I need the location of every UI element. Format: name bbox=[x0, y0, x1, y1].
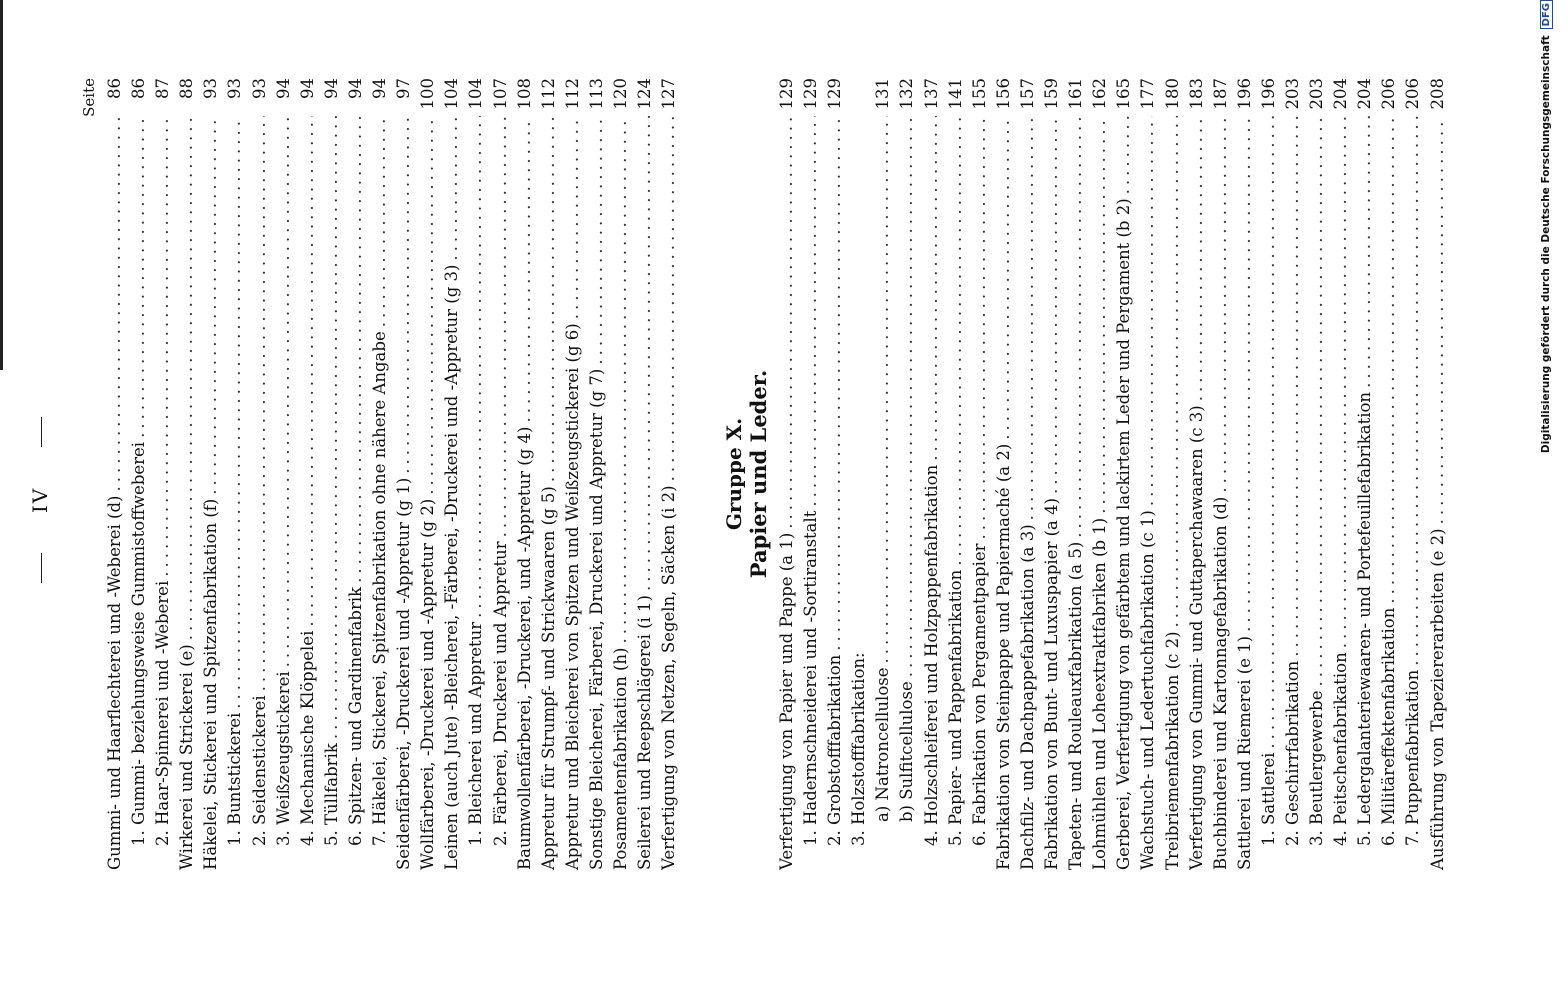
toc-leader-dots bbox=[1016, 116, 1040, 520]
toc-leader-dots bbox=[199, 116, 223, 495]
toc-entry-label: 1. Sattlerei bbox=[1258, 752, 1278, 846]
toc-entry-page: 137 bbox=[921, 78, 941, 110]
toc-entry-label: Fabrikation von Steinpappe und Papiermaché (a 2) bbox=[993, 443, 1013, 870]
toc-entry-page: 112 bbox=[562, 78, 582, 110]
toc-entry bbox=[489, 78, 513, 870]
header-dash-right bbox=[41, 417, 42, 447]
toc-entry bbox=[992, 78, 1016, 870]
toc-entry-page: 94 bbox=[370, 78, 390, 99]
toc-leader-dots bbox=[1209, 116, 1233, 493]
toc-entry-label: 1. Bleicherei und Appretur bbox=[466, 621, 486, 846]
toc-entry-label: a) Natroncellulose bbox=[873, 667, 893, 822]
toc-entry bbox=[440, 78, 464, 870]
toc-leader-dots bbox=[1281, 116, 1305, 657]
toc-entry bbox=[657, 78, 681, 870]
toc-entry-label: 4. Holzschleiferei und Holzpappenfabrikation bbox=[921, 464, 941, 846]
toc-entry-page: 204 bbox=[1355, 78, 1375, 110]
toc-entry-page: 180 bbox=[1162, 78, 1182, 110]
toc-entry bbox=[1040, 78, 1064, 870]
toc-leader-dots bbox=[1233, 116, 1257, 632]
toc-entry-page: 206 bbox=[1379, 78, 1399, 110]
toc-entry bbox=[416, 78, 440, 870]
toc-leader-dots bbox=[823, 116, 847, 651]
toc-entry bbox=[1209, 78, 1233, 870]
toc-leader-dots bbox=[127, 116, 151, 438]
toc-entry bbox=[392, 78, 416, 870]
toc-entry-page: 196 bbox=[1234, 78, 1254, 110]
toc-leader-dots bbox=[1353, 116, 1377, 388]
toc-leader-dots bbox=[1257, 116, 1281, 749]
toc-entry-page: 156 bbox=[993, 78, 1013, 110]
toc-entry-label: 4. Mechanische Klöppelei bbox=[297, 630, 317, 846]
toc-entry bbox=[103, 78, 127, 870]
toc-entry-page: 107 bbox=[490, 78, 510, 110]
toc-leader-dots bbox=[1064, 116, 1088, 538]
toc-entry-page: 88 bbox=[177, 78, 197, 99]
toc-leader-dots bbox=[175, 116, 199, 640]
toc-entry bbox=[1016, 78, 1040, 870]
toc-entry-page: 94 bbox=[345, 78, 365, 99]
toc-leader-dots bbox=[272, 116, 296, 667]
toc-entry bbox=[1329, 78, 1353, 870]
toc-entry-label: Seilerei und Reepschlägerei (i 1) bbox=[635, 595, 655, 870]
toc-entry-label: 3. Beutlergewerbe bbox=[1307, 690, 1327, 846]
toc-entry-label: Posamentenfabrikation (h) bbox=[610, 647, 630, 870]
toc-entry bbox=[1305, 78, 1329, 870]
toc-entry-page: 161 bbox=[1066, 78, 1086, 110]
toc-section-paper-leather bbox=[775, 78, 1450, 870]
toc-entry-label: 1. Gummi- beziehungsweise Gummistoffweberei bbox=[129, 441, 149, 846]
toc-leader-dots bbox=[799, 116, 823, 507]
toc-entry-page: 159 bbox=[1042, 78, 1062, 110]
toc-entry-label: Ausführung von Tapeziererarbeiten (e 2) bbox=[1427, 528, 1447, 870]
toc-entry-label: 6. Fabrikation von Pergamentpapier bbox=[969, 543, 989, 846]
toc-entry bbox=[968, 78, 992, 870]
toc-entry-label: 6. Militäreffektenfabrikation bbox=[1379, 607, 1399, 846]
toc-entry-label: Verfertigung von Netzen, Segeln, Säcken (i 2) bbox=[659, 485, 679, 870]
toc-entry bbox=[272, 78, 296, 870]
toc-entry bbox=[127, 78, 151, 870]
toc-entry-page: 165 bbox=[1114, 78, 1134, 110]
toc-entry-page: 100 bbox=[418, 78, 438, 110]
toc-entry-page: 129 bbox=[801, 78, 821, 110]
toc-entry bbox=[1161, 78, 1185, 870]
toc-entry-label: 2. Seidenstickerei bbox=[249, 695, 269, 846]
toc-entry-label: Sonstige Bleicherei, Färberei, Druckerei und Appretur (g 7) bbox=[586, 368, 606, 870]
toc-entry bbox=[561, 78, 585, 870]
toc-leader-dots bbox=[657, 116, 681, 481]
toc-leader-dots bbox=[223, 116, 247, 709]
toc-section-textile bbox=[103, 78, 681, 870]
toc-leader-dots bbox=[1377, 116, 1401, 604]
top-rule bbox=[0, 0, 3, 370]
toc-leader-dots bbox=[609, 116, 633, 644]
toc-entry-label: Verfertigung von Gummi- und Guttaperchawaaren (c 3) bbox=[1186, 405, 1206, 870]
toc-entry-page: 93 bbox=[225, 78, 245, 99]
toc-leader-dots bbox=[1185, 116, 1209, 401]
toc-entry-label: Sattlerei und Riemerei (e 1) bbox=[1234, 635, 1254, 870]
toc-entry-label: Gerberei, Verfertigung von gefärbtem und lackirtem Leder und Pergament (b 2) bbox=[1114, 198, 1134, 870]
toc-leader-dots bbox=[1088, 116, 1112, 514]
toc-leader-dots bbox=[1426, 116, 1450, 524]
toc-leader-dots bbox=[968, 116, 992, 539]
toc-entry bbox=[1377, 78, 1401, 870]
toc-entry-label: Seidenfärberei, -Druckerei und -Appretur (g 1) bbox=[394, 477, 414, 870]
toc-entry bbox=[537, 78, 561, 870]
toc-entry bbox=[1088, 78, 1112, 870]
toc-entry-label: Wachstuch- und Ledertuchfabrikation (c 1) bbox=[1138, 510, 1158, 870]
toc-entry-label: Lohmühlen und Loheextraktfabriken (b 1) bbox=[1090, 517, 1110, 870]
toc-entry-page: 86 bbox=[105, 78, 124, 99]
toc-entry bbox=[248, 78, 272, 870]
toc-entry-page: 127 bbox=[659, 78, 679, 110]
toc-entry-page: 112 bbox=[538, 78, 558, 110]
toc-leader-dots bbox=[464, 116, 488, 618]
toc-entry-label: Wollfärberei, -Druckerei und -Appretur (g 2) bbox=[418, 498, 438, 870]
toc-entry-page: 124 bbox=[635, 78, 655, 110]
toc-entry bbox=[895, 78, 919, 870]
toc-leader-dots bbox=[1040, 116, 1064, 494]
toc-entry-label: Häkelei, Stickerei und Spitzenfabrikation (f) bbox=[201, 498, 221, 870]
toc-leader-dots bbox=[1112, 116, 1136, 194]
toc-entry bbox=[633, 78, 657, 870]
toc-entry-label: 5. Ledergalanteriewaaren- und Portefeuillefabrikation bbox=[1355, 391, 1375, 846]
toc-entry-label: Fabrikation von Bunt- und Luxuspapier (a 4) bbox=[1042, 497, 1062, 870]
toc-entry-label: 2. Grobstofffabrikation bbox=[825, 654, 845, 846]
toc-entry-label: 5. Papier- und Pappenfabrikation bbox=[945, 569, 965, 846]
toc-entry-page: 108 bbox=[514, 78, 534, 110]
toc-leader-dots bbox=[296, 116, 320, 627]
toc-entry-page: 87 bbox=[153, 78, 173, 99]
page-number: IV bbox=[28, 486, 52, 514]
toc-entry-label: Baumwollenfärberei, -Druckerei, und -Appretur (g 4) bbox=[514, 426, 534, 870]
toc-leader-dots bbox=[944, 116, 968, 566]
toc-entry bbox=[296, 78, 320, 870]
toc-entry-page: 129 bbox=[825, 78, 845, 110]
toc-entry bbox=[823, 78, 847, 870]
toc-entry bbox=[775, 78, 799, 870]
toc-leader-dots bbox=[775, 116, 799, 529]
toc-entry-label: 2. Färberei, Druckerei und Appretur bbox=[490, 541, 510, 846]
toc-entry bbox=[175, 78, 199, 870]
toc-leader-dots bbox=[871, 116, 895, 663]
toc-entry-label: Appretur und Bleicherei von Spitzen und Weißzeugstickerei (g 6) bbox=[562, 323, 582, 870]
toc-entry-label: 6. Spitzen- und Gardinenfabrik bbox=[345, 586, 365, 846]
toc-entry bbox=[585, 78, 609, 870]
toc-entry-label: 2. Haar-Spinnerei und -Weberei bbox=[153, 580, 173, 846]
toc-entry bbox=[1401, 78, 1425, 870]
toc-entry-page: 162 bbox=[1090, 78, 1110, 110]
toc-leader-dots bbox=[1136, 116, 1160, 506]
toc-entry-page: 204 bbox=[1331, 78, 1351, 110]
toc-entry-page: 120 bbox=[610, 78, 630, 110]
toc-entry bbox=[344, 78, 368, 870]
toc-entry-label: 3. Weißzeugstickerei bbox=[273, 671, 293, 846]
toc-entry-label: b) Sulfitcellulose bbox=[897, 681, 917, 822]
toc-entry bbox=[1281, 78, 1305, 870]
toc-entry bbox=[151, 78, 175, 870]
toc-leader-dots bbox=[248, 116, 272, 691]
toc-leader-dots bbox=[1401, 116, 1425, 666]
toc-leader-dots bbox=[585, 116, 609, 365]
page-column-label: Seite bbox=[80, 78, 98, 117]
toc-entry bbox=[944, 78, 968, 870]
toc-entry bbox=[368, 78, 392, 870]
dfg-logo: DFG bbox=[1540, 0, 1553, 29]
toc-entry-page: 97 bbox=[394, 78, 414, 99]
toc-entry-page: 203 bbox=[1307, 78, 1327, 110]
toc-leader-dots bbox=[920, 116, 944, 461]
toc-leader-dots bbox=[895, 116, 919, 677]
toc-entry-page: 86 bbox=[129, 78, 149, 99]
toc-entry-label: 1. Hadernschneiderei und -Sortiranstalt bbox=[801, 510, 821, 846]
toc-entry bbox=[871, 78, 895, 870]
toc-entry-label: 7. Häkelei, Stickerei, Spitzenfabrikation ohne nähere Angabe bbox=[370, 331, 390, 846]
toc-entry-label: Treibriemenfabrikation (c 2) bbox=[1162, 631, 1182, 870]
toc-entry bbox=[320, 78, 344, 870]
credit-text: Digitalisierung gefördert durch die Deutsche Forschungsgemeinschaft bbox=[1540, 35, 1552, 454]
toc-entry-page: 183 bbox=[1186, 78, 1206, 110]
toc-entry bbox=[1185, 78, 1209, 870]
toc-entry bbox=[1112, 78, 1136, 870]
toc-entry bbox=[847, 78, 871, 870]
toc-entry bbox=[609, 78, 633, 870]
toc-entry bbox=[920, 78, 944, 870]
toc-entry-label: 1. Buntstickerei bbox=[225, 712, 245, 846]
group-heading bbox=[722, 78, 771, 870]
toc-leader-dots bbox=[1329, 116, 1353, 648]
toc-entry bbox=[464, 78, 488, 870]
toc-entry-label: 3. Holzstofffabrikation: bbox=[849, 652, 869, 846]
toc-entry-page: 203 bbox=[1282, 78, 1302, 110]
toc-leader-dots bbox=[151, 116, 175, 577]
toc-entry-label: Appretur für Strumpf- und Strickwaaren (g 5) bbox=[538, 486, 558, 870]
toc-entry-page: 157 bbox=[1017, 78, 1037, 110]
toc-entry bbox=[1233, 78, 1257, 870]
toc-entry-label: 7. Puppenfabrikation bbox=[1403, 669, 1423, 846]
toc-entry-label: Verfertigung von Papier und Pappe (a 1) bbox=[777, 532, 796, 870]
toc-entry-label: 4. Peitschenfabrikation bbox=[1331, 652, 1351, 846]
toc-entry bbox=[223, 78, 247, 870]
toc-entry-label: Gummi- und Haarflechterei und -Weberei (d) bbox=[105, 495, 124, 870]
toc-leader-dots bbox=[416, 116, 440, 495]
group-subtitle: Papier und Leder. bbox=[746, 369, 771, 579]
toc-entry-label: 5. Tüllfabrik bbox=[321, 743, 341, 846]
toc-entry-page: 129 bbox=[777, 78, 796, 110]
toc-entry-label: Leinen (auch Jute) -Bleicherei, -Färberei, -Druckerei und -Appretur (g 3) bbox=[442, 264, 462, 870]
toc-leader-dots bbox=[489, 116, 513, 537]
toc-leader-dots bbox=[513, 116, 537, 423]
toc-entry bbox=[799, 78, 823, 870]
toc-entry-page: 94 bbox=[321, 78, 341, 99]
toc-entry-label: Dachfilz- und Dachpappefabrikation (a 3) bbox=[1017, 524, 1037, 870]
toc-leader-dots bbox=[537, 116, 561, 482]
toc-entry-page: 196 bbox=[1258, 78, 1278, 110]
toc-entry-label: Tapeten- und Rouleauxfabrikation (a 5) bbox=[1066, 541, 1086, 870]
toc-entry bbox=[1257, 78, 1281, 870]
toc-entry-page: 206 bbox=[1403, 78, 1423, 110]
toc-entry-page: 104 bbox=[442, 78, 462, 110]
toc-entry-label: Wirkerei und Strickerei (e) bbox=[177, 644, 197, 870]
toc-entry-page: 93 bbox=[201, 78, 221, 99]
toc-entry-label: 2. Geschirrfabrikation bbox=[1282, 660, 1302, 846]
toc-leader-dots bbox=[633, 116, 657, 591]
toc-entry bbox=[1426, 78, 1450, 870]
toc-leader-dots bbox=[344, 116, 368, 583]
toc-entry-page: 104 bbox=[466, 78, 486, 110]
toc-entry-label: Buchbinderei und Kartonnagefabrikation (d) bbox=[1210, 496, 1230, 870]
toc-leader-dots bbox=[440, 116, 464, 261]
group-title: Gruppe X. bbox=[722, 417, 746, 531]
toc-entry-page: 155 bbox=[969, 78, 989, 110]
toc-entry-page: 94 bbox=[273, 78, 293, 99]
toc-leader-dots bbox=[320, 116, 344, 739]
toc-entry-page: 94 bbox=[297, 78, 317, 99]
toc-entry-page: 131 bbox=[873, 78, 893, 110]
toc-leader-dots bbox=[368, 116, 392, 327]
toc-entry bbox=[199, 78, 223, 870]
toc-entry-page: 113 bbox=[586, 78, 606, 110]
toc-entry-page: 187 bbox=[1210, 78, 1230, 110]
toc-entry bbox=[1064, 78, 1088, 870]
toc-leader-dots bbox=[561, 116, 585, 319]
toc-entry-page: 132 bbox=[897, 78, 917, 110]
digitization-credit bbox=[1535, 0, 1557, 1000]
toc-entry-page: 177 bbox=[1138, 78, 1158, 110]
page-header bbox=[28, 0, 52, 1000]
toc-entry bbox=[1136, 78, 1160, 870]
toc-leader-dots bbox=[392, 116, 416, 474]
header-dash-left bbox=[41, 553, 42, 583]
toc-entry-page: 208 bbox=[1427, 78, 1447, 110]
toc-leader-dots bbox=[1161, 116, 1185, 627]
toc-entry-page: 93 bbox=[249, 78, 269, 99]
toc-leader-dots bbox=[1305, 116, 1329, 687]
toc-entry bbox=[1353, 78, 1377, 870]
toc-leader-dots bbox=[103, 116, 127, 492]
toc-entry-page: 141 bbox=[945, 78, 965, 110]
toc-leader-dots bbox=[992, 116, 1016, 440]
toc-entry bbox=[513, 78, 537, 870]
